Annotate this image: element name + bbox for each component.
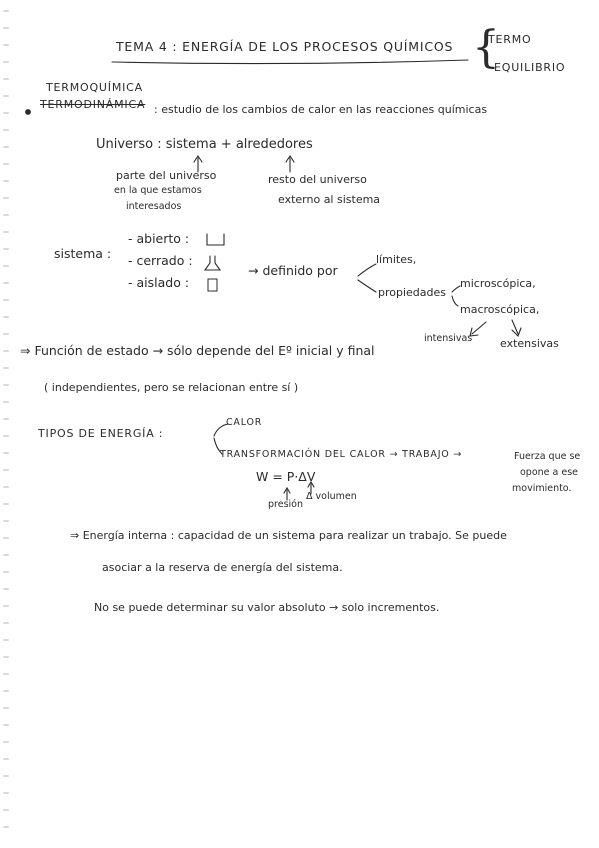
pressure-text: presión xyxy=(268,499,303,510)
state-function-line: ⇒ Función de estado → sólo depende del Eº inicial y final xyxy=(20,343,375,358)
title-brace: { xyxy=(472,22,500,73)
system-note-1: parte del universo xyxy=(116,169,217,182)
extensive-text: extensivas xyxy=(500,337,559,350)
arrow-intensive xyxy=(472,322,486,334)
closed-flask xyxy=(205,256,220,270)
definition-text: : estudio de los cambios de calor en las reacciones químicas xyxy=(154,103,488,116)
system-closed: - cerrado : xyxy=(128,253,193,268)
surroundings-note-2: externo al sistema xyxy=(278,193,381,206)
branch-properties xyxy=(358,280,376,292)
internal-energy-line-2: asociar a la reserva de energía del sistema. xyxy=(102,561,343,574)
system-isolated: - aislado : xyxy=(128,275,190,290)
limits-text: límites, xyxy=(376,253,417,266)
intensive-text: intensivas xyxy=(424,333,473,344)
energy-types-label: TIPOS DE ENERGÍA : xyxy=(38,427,164,440)
system-label: sistema : xyxy=(54,246,112,261)
macroscopic-text: macroscópica, xyxy=(460,303,540,316)
surroundings-note-1: resto del universo xyxy=(268,173,367,186)
force-note-1: Fuerza que se xyxy=(514,451,581,462)
arrow-extensive xyxy=(512,320,518,334)
system-note-3: interesados xyxy=(126,201,182,212)
microscopic-text: microscópica, xyxy=(460,277,536,290)
branch-macro xyxy=(452,296,458,306)
internal-energy-line-3: No se puede determinar su valor absoluto → solo incrementos. xyxy=(94,601,440,614)
universe-equation: Universo : sistema + alrededores xyxy=(96,137,313,152)
section-title: TERMOQUÍMICA xyxy=(46,81,143,94)
branch-termo: TERMO xyxy=(488,33,532,46)
heat-text: CALOR xyxy=(226,417,263,428)
force-note-3: movimiento. xyxy=(512,483,572,494)
page-title: TEMA 4 : ENERGÍA DE LOS PROCESOS QUÍMICOS xyxy=(116,39,454,54)
state-function-note: ( independientes, pero se relacionan entre sí ) xyxy=(44,381,299,394)
transformation-text: TRANSFORMACIÓN DEL CALOR → TRABAJO → xyxy=(220,449,463,460)
branch-equilibrio: EQUILIBRIO xyxy=(494,61,566,74)
branch-limits xyxy=(358,264,376,276)
force-note-2: opone a ese xyxy=(520,467,579,478)
properties-text: propiedades xyxy=(378,286,447,299)
system-note-2: en la que estamos xyxy=(114,185,202,196)
isolated-box xyxy=(208,279,217,291)
volume-text: Δ volumen xyxy=(306,491,357,502)
work-formula: W = P·ΔV xyxy=(256,469,316,484)
internal-energy-line-1: ⇒ Energía interna : capacidad de un sistema para realizar un trabajo. Se puede xyxy=(70,529,507,542)
defined-by: → definido por xyxy=(248,263,338,278)
title-underline xyxy=(112,60,468,64)
open-box xyxy=(207,234,224,245)
system-open: - abierto : xyxy=(128,231,190,246)
bullet-dot xyxy=(26,110,31,115)
struck-term: TERMODINÁMICA xyxy=(40,98,146,111)
branch-micro xyxy=(452,286,460,292)
